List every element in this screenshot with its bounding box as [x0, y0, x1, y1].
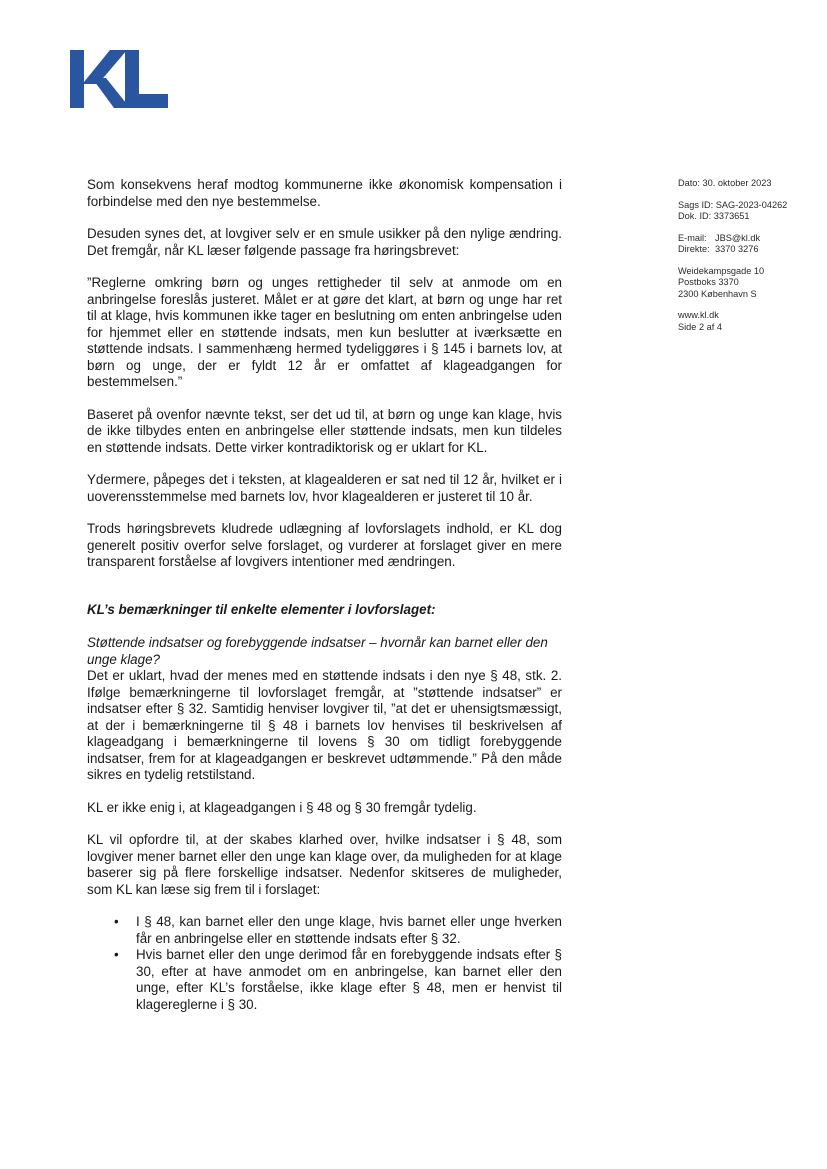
list-item [114, 947, 562, 1013]
section-heading: KL’s bemærkninger til enkelte elementer i lovforslaget: [87, 601, 436, 617]
list-item-text: I § 48, kan barnet eller den unge klage, hvis barnet eller unge hverken får en anbringelse eller en støttende indsats efter § 32. [136, 914, 562, 946]
quote-paragraph: ”Reglerne omkring børn og unges rettigheder til selv at anmode om en anbringelse foreslås justeret. Målet er at gøre det klart, at børn og unge har ret til at klage, hvis kommunen ikke tager en beslutning om enten anbringelse uden for hjemmet eller en støttende indsats, men kun beslutter at iværksætte en støttende indsats. I sammenhæng hermed tydeliggøres i § 145 i barnets lov, at børn og unge, der er fyldt 12 år er omfattet af klageadgangen for bestemmelsen.” [87, 275, 562, 389]
letter-meta-sidebar [678, 178, 818, 343]
phone-label: Direkte: [678, 244, 710, 254]
paragraph-7: Det er uklart, hvad der menes med en støttende indsats i den nye § 48, stk. 2. Ifølge bemærkningerne til lovforslaget fremgår, at ”støttende indsatser” er indsatser efter § 32. Samtidig henviser lovgiver til, ”at det er uhensigtsmæssigt, at der i bemærkningerne til § 48 i barnets lov henvises til beskrivelsen af klageadgang i bemærkningerne til lovens § 30 om tidligt forebyggende indsatser, frem for at klageadgangen er beskrevet udtømmende.” På den måde sikres en tydelig retstilstand. [87, 668, 562, 782]
doc-id-line: Dok. ID: 3373651 [678, 211, 750, 221]
bullet-icon: • [114, 914, 119, 929]
paragraph-8: KL er ikke enig i, at klageadgangen i § 48 og § 30 fremgår tydelig. [87, 799, 477, 815]
paragraph-4: Baseret på ovenfor nævnte tekst, ser det ud til, at børn og unge kan klage, hvis de ikke tilbydes enten en anbringelse eller støttende indsats, men kun tildeles en støttende indsats. Dette virker kontradiktorisk og er uklart for KL. [87, 406, 562, 455]
subsection-heading: Støttende indsatser og forebyggende indsatser – hvornår kan barnet eller den unge klage? [87, 635, 548, 667]
bullet-icon: • [114, 947, 119, 962]
paragraph-5: Ydermere, påpeges det i teksten, at klagealderen er sat ned til 12 år, hvilket er i uoverensstemmelse med barnets lov, hvor klagealderen er justeret til 10 år. [87, 472, 562, 504]
address-line-1: Weidekampsgade 10 [678, 265, 765, 276]
address-line-2: Postboks 3370 [678, 277, 739, 287]
email-value[interactable]: JBS@kl.dk [715, 232, 761, 243]
email-label: E-mail: [678, 232, 707, 243]
paragraph-1: Som konsekvens heraf modtog kommunerne ikke økonomisk kompensation i forbindelse med den nye bestemmelse. [87, 177, 562, 209]
paragraph-2: Desuden synes det, at lovgiver selv er en smule usikker på den nylige ændring. Det fremgår, når KL læser følgende passage fra høringsbrevet: [87, 226, 562, 258]
letter-body [87, 177, 562, 1013]
list-item [114, 914, 562, 947]
website-link[interactable]: www.kl.dk [678, 310, 719, 320]
date-line: Dato: 30. oktober 2023 [678, 178, 772, 188]
page-number: Side 2 af 4 [678, 321, 722, 332]
case-id-line: Sags ID: SAG-2023-04262 [678, 199, 788, 210]
phone-value: 3370 3276 [715, 244, 759, 254]
list-item-text: Hvis barnet eller den unge derimod får en forebyggende indsats efter § 30, efter at have anmodet om en anbringelse, kan barnet eller den unge, efter KL’s forståelse, ikke klage efter § 48, men er henvist til klagereglerne i § 30. [136, 947, 562, 1012]
options-list [87, 914, 562, 1013]
phone-line [678, 244, 818, 256]
address-line-3: 2300 København S [678, 288, 757, 299]
paragraph-6: Trods høringsbrevets kludrede udlægning af lovforslagets indhold, er KL dog generelt positiv overfor selve forslaget, og vurderer at forslaget giver en mere transparent forståelse af lovgivers intentioner med ændringen. [87, 521, 562, 569]
email-line [678, 233, 818, 245]
kl-logo-mark [70, 48, 170, 112]
paragraph-9: KL vil opfordre til, at der skabes klarhed over, hvilke indsatser i § 48, som lovgiver mener barnet eller den unge kan klage over, da muligheden for at klage baserer sig på flere forskellige indsatser. Nedenfor skitseres de muligheder, som KL kan læse sig frem til i forslaget: [87, 832, 562, 897]
kl-logo [70, 48, 170, 112]
